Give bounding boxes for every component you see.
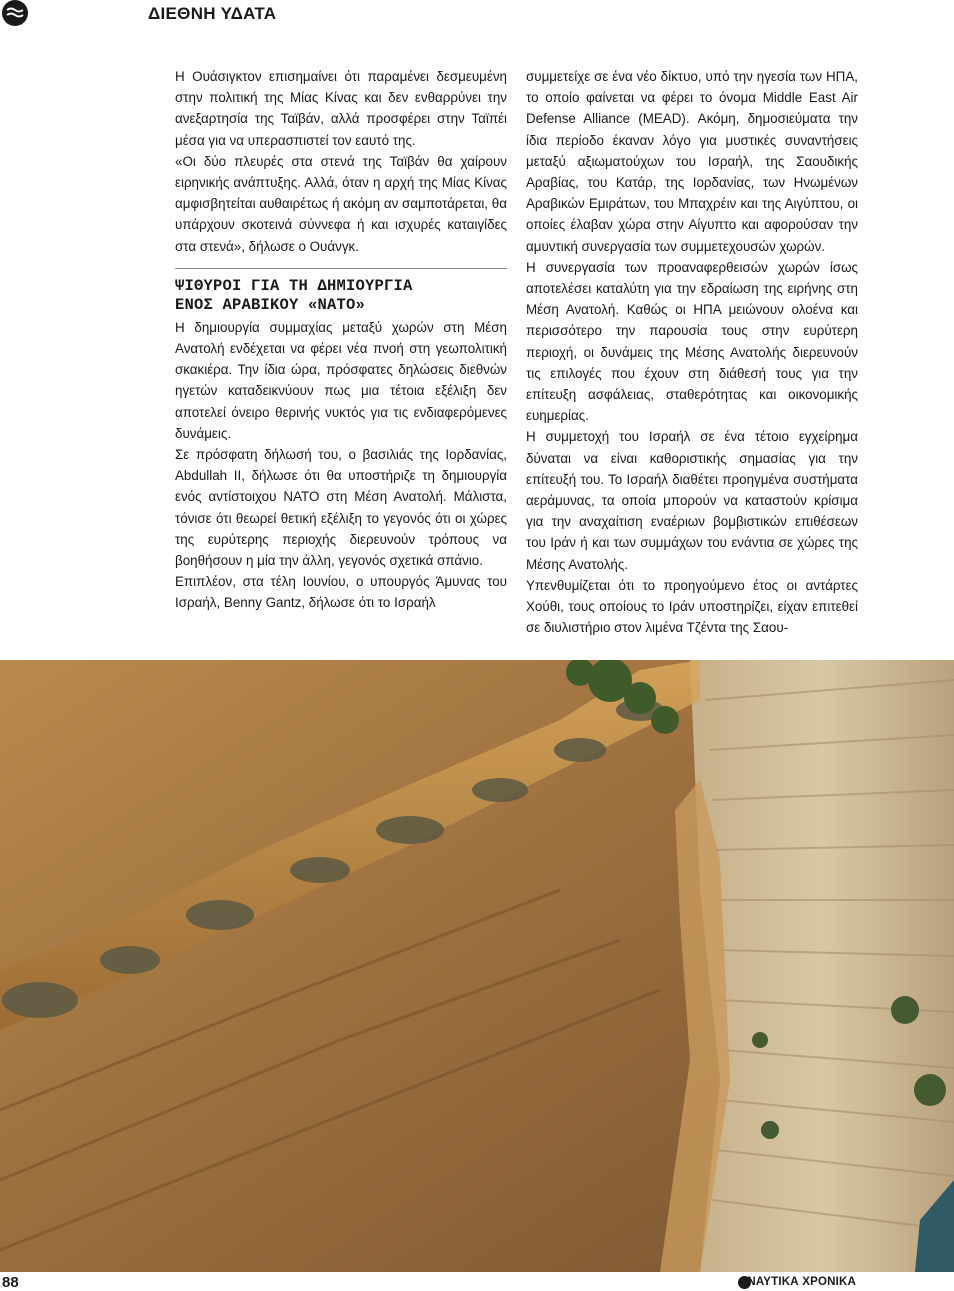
paragraph: Η Ουάσιγκτον επισημαίνει ότι παραμένει δεσμευμένη στην πολιτική της Μίας Κίνας και δεν ενθαρρύνει την ανεξαρτησία της Ταϊβάν, αλλά προσφέρει στην Ταϊπέι μέσα για να υπερασπιστεί τον εαυτό της. [175,69,507,148]
subheading-line-1: ΨΙΘΥΡΟΙ ΓΙΑ ΤΗ ΔΗΜΙΟΥΡΓΙΑ [175,276,413,295]
article-column-left [175,66,507,614]
subheading-line-2: ΕΝΟΣ ΑΡΑΒΙΚΟΥ «ΝΑΤΟ» [175,295,366,314]
paragraph: Υπενθυμίζεται ότι το προηγούμενο έτος οι αντάρτες Χούθι, τους οποίους το Ιράν υποστηρίζει, είχαν επιτεθεί σε διυλιστήριο στον λιμένα Τζέντα της Σαου- [526,577,858,636]
canal-cliff-photo [0,660,954,1272]
section-title: ΔΙΕΘΝΗ ΥΔΑΤΑ [148,4,277,23]
section-divider [175,268,507,269]
subheading [175,277,507,315]
brand-name: ΝΑΥΤΙΚΑ ΧΡΟΝΙΚΑ [747,1276,856,1288]
page-number: 88 [2,1274,19,1291]
paragraph: συμμετείχε σε ένα νέο δίκτυο, υπό την ηγεσία των ΗΠΑ, το οποίο φαίνεται να φέρει το όνομα Middle East Air Defense Alliance (MEAD). Ακόμη, δημοσιεύματα την ίδια περίοδο έκαναν λόγο για μυστικές συναντήσεις μεταξύ αξιωματούχων του Ισραήλ, της Σαουδικής Αραβίας, του Κατάρ, της Ιορδανίας, των Ηνωμένων Αραβικών Εμιράτων, του Μπαχρέιν και της Αιγύπτου, οι οποίες έλαβαν χώρα στην Αίγυπτο και αφορούσαν την αμυντική συνεργασία των συμμετεχουσών χωρών. [526,69,858,254]
paragraph: Η δημιουργία συμμαχίας μεταξύ χωρών στη Μέση Ανατολή ενδέχεται να φέρει νέα πνοή στη γεωπολιτική σκακιέρα. Την ίδια ώρα, πρόσφατες δηλώσεις διεθνών ηγετών καταδεικνύουν πως μια τέτοια εξέλιξη δεν αποτελεί όνειρο θερινής νυκτός για τις ενδιαφερόμενες δυνάμεις. [175,319,507,441]
paragraph: Σε πρόσφατη δήλωσή του, ο βασιλιάς της Ιορδανίας, Abdullah II, δήλωσε ότι θα υποστήριζε τη δημιουργία ενός αντίστοιχου ΝΑΤΟ στη Μέση Ανατολή. Μάλιστα, τόνισε ότι θεωρεί θετική εξέλιξη το γεγονός ότι οι χώρες της ευρύτερης περιοχής διερευνούν τρόπους να βοηθήσουν η μία την άλλη, γεγονός σχετικά σπάνιο. [175,447,507,569]
paragraph: «Οι δύο πλευρές στα στενά της Ταϊβάν θα χαίρουν ειρηνικής ανάπτυξης. Αλλά, όταν η αρχή της Μίας Κίνας αμφισβητείται αυθαιρέτως ή ακόμη αν σαμποτάρεται, θα υπάρχουν σκοτεινά σύννεφα ή και ισχυρές καταιγίδες στα στενά», δήλωσε ο Ουάνγκ. [175,153,507,254]
paragraph: Η συνεργασία των προαναφερθεισών χωρών ίσως αποτελέσει καταλύτη για την εδραίωση της ειρήνης στη Μέση Ανατολή. Καθώς οι ΗΠΑ μειώνουν ολοένα και περισσότερο την παρουσία τους στην ευρύτερη περιοχή, οι δυνάμεις της Μέσης Ανατολής διερευνούν τις επιλογές που έχουν στη διάθεσή τους για την επίτευξη ασφάλειας, σταθερότητας και οικονομικής ευημερίας. [526,259,858,424]
wave-logo-icon [2,0,28,26]
article-column-right [526,66,858,638]
paragraph: Η συμμετοχή του Ισραήλ σε ένα τέτοιο εγχείρημα δύναται να είναι καθοριστικής σημασίας για την επίτευξή του. Το Ισραήλ διαθέτει προηγμένα συστήματα αεράμυνας, τα οποία μπορούν να καταστούν κρίσιμα για την αναχαίτιση εναέριων βομβιστικών επιθέσεων του Ιράν ή και των συμμάχων του ενάντια σε χώρες της Μέσης Ανατολής. [526,429,858,572]
paragraph: Επιπλέον, στα τέλη Ιουνίου, ο υπουργός Άμυνας του Ισραήλ, Benny Gantz, δήλωσε ότι το Ισραήλ [175,574,507,611]
